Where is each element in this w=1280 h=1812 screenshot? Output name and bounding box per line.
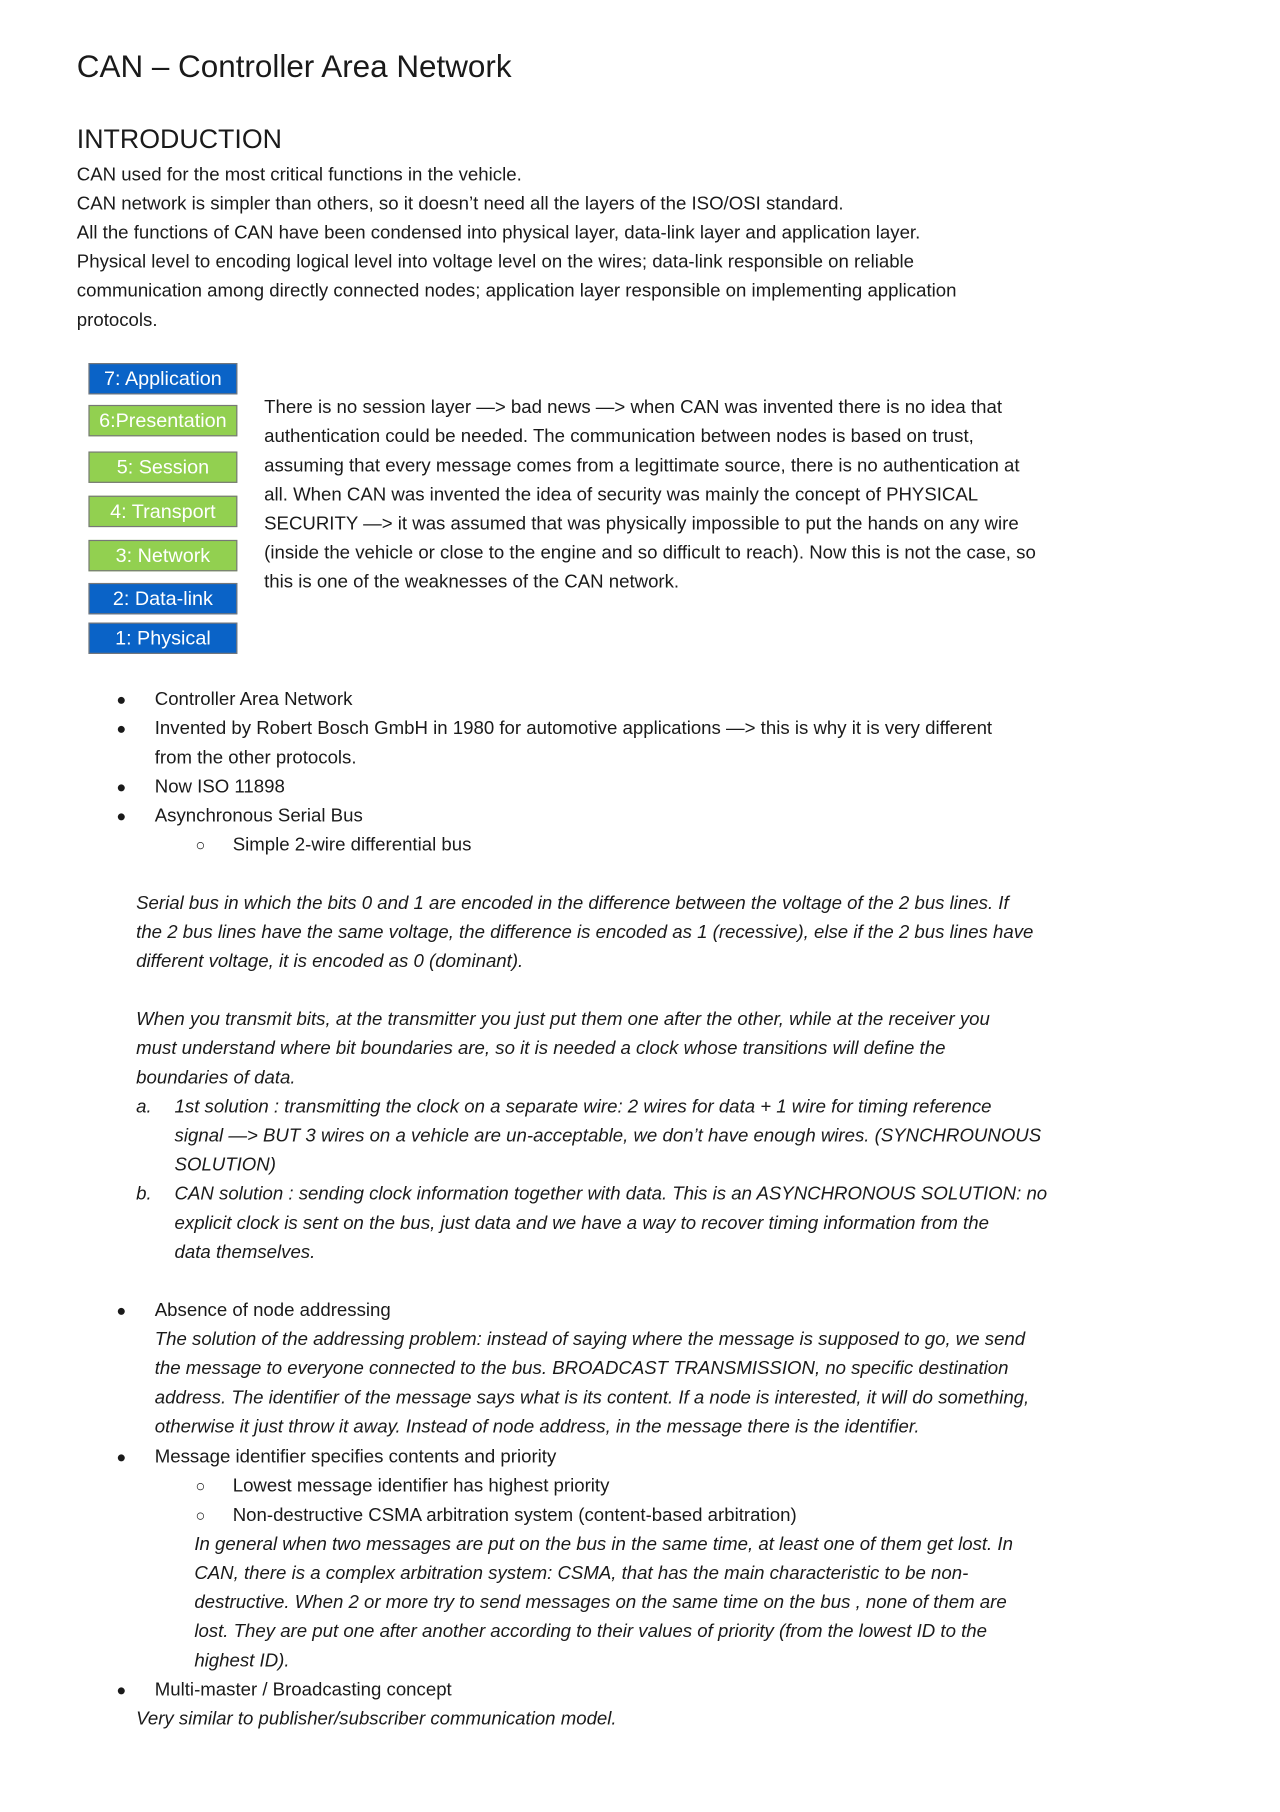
arbitration-paragraph xyxy=(194,1530,1013,1675)
circle-bullet-icon: ○ xyxy=(195,1505,206,1525)
bullet-icon: ● xyxy=(116,1447,127,1467)
text-line: In general when two messages are put on the bus in the same time, at least one of them get lost. In xyxy=(194,1534,1013,1555)
transmit-paragraph xyxy=(136,1005,990,1092)
sub-list-item: Lowest message identifier has highest priority xyxy=(232,1476,610,1497)
bullet-icon: ● xyxy=(116,777,127,796)
bullet-icon: ● xyxy=(116,1680,127,1699)
list-item: Controller Area Network xyxy=(154,690,353,710)
text-line: Physical level to encoding logical level into voltage level on the wires; data-link responsible on reliable xyxy=(76,252,915,273)
text-line: signal —> BUT 3 wires on a vehicle are un-acceptable, we don’t have enough wires. (SYNCHROUNOUS xyxy=(174,1126,1042,1147)
text-line: CAN network is simpler than others, so it doesn’t need all the layers of the ISO/OSI standard. xyxy=(76,194,844,215)
solution-b xyxy=(175,1180,1048,1267)
text-line: 1st solution : transmitting the clock on a separate wire: 2 wires for data + 1 wire for timing reference xyxy=(174,1097,992,1118)
addressing-paragraph xyxy=(155,1325,1029,1441)
text-line: communication among directly connected nodes; application layer responsible on implementing application xyxy=(76,281,957,302)
text-line: When you transmit bits, at the transmitter you just put them one after the other, while at the receiver you xyxy=(136,1010,990,1030)
bullet-icon: ● xyxy=(116,719,127,738)
text-line: CAN solution : sending clock information together with data. This is an ASYNCHRONOUS SOLUTION: no xyxy=(174,1184,1048,1205)
text-line: highest ID). xyxy=(194,1651,290,1671)
layer-physical: 1: Physical xyxy=(88,623,237,654)
section-heading: INTRODUCTION xyxy=(76,123,282,154)
text-line: assuming that every message comes from a legittimate source, there is no authentication at xyxy=(264,456,1020,476)
text-line: (inside the vehicle or close to the engine and so difficult to reach). Now this is not the case, so xyxy=(264,543,1036,564)
list-marker: b. xyxy=(136,1184,152,1205)
sub-list-item: Non-destructive CSMA arbitration system (content-based arbitration) xyxy=(232,1505,797,1526)
layer-data-link: 2: Data-link xyxy=(88,583,237,614)
list-item: Now ISO 11898 xyxy=(154,777,285,798)
multimaster-note: Very similar to publisher/subscriber communication model. xyxy=(136,1709,617,1730)
layer-transport: 4: Transport xyxy=(88,496,237,527)
text-line: boundaries of data. xyxy=(136,1068,296,1088)
layer-presentation: 6:Presentation xyxy=(88,405,237,436)
text-line: address. The identifier of the message says what is its content. If a node is interested, it will do something, xyxy=(154,1388,1030,1408)
text-line: CAN used for the most critical functions in the vehicle. xyxy=(76,165,522,186)
text-line: this is one of the weaknesses of the CAN network. xyxy=(264,572,680,593)
list-item: Multi-master / Broadcasting concept xyxy=(154,1680,452,1701)
text-line: the 2 bus lines have the same voltage, the difference is encoded as 1 (recessive), else if the 2 bus lines have xyxy=(136,922,1034,943)
text-line: authentication could be needed. The communication between nodes is based on trust, xyxy=(264,427,974,447)
text-line: different voltage, it is encoded as 0 (dominant). xyxy=(136,951,524,972)
text-line: data themselves. xyxy=(174,1242,316,1263)
text-line: The solution of the addressing problem: instead of saying where the message is supposed to go, we send xyxy=(154,1329,1026,1350)
page-title: CAN – Controller Area Network xyxy=(76,48,512,84)
sub-list-item: Simple 2-wire differential bus xyxy=(232,835,472,856)
text-line: all. When CAN was invented the idea of security was mainly the concept of PHYSICAL xyxy=(264,485,979,506)
bullet-icon: ● xyxy=(116,806,127,825)
layer-session: 5: Session xyxy=(88,451,237,482)
text-line: the message to everyone connected to the bus. BROADCAST TRANSMISSION, no specific destination xyxy=(154,1359,1009,1379)
bullet-icon: ● xyxy=(116,690,127,709)
text-line: must understand where bit boundaries are, so it is needed a clock whose transitions will define the xyxy=(136,1039,946,1059)
text-line: destructive. When 2 or more try to send messages on the same time on the bus , none of them are xyxy=(194,1592,1007,1613)
text-line: SOLUTION) xyxy=(174,1155,276,1176)
layer-application: 7: Application xyxy=(88,363,237,394)
text-line: All the functions of CAN have been condensed into physical layer, data-link layer and application layer. xyxy=(76,223,921,244)
intro-text xyxy=(77,161,957,336)
text-line: otherwise it just throw it away. Instead of node address, in the message there is the identifier. xyxy=(154,1417,920,1438)
circle-bullet-icon: ○ xyxy=(195,1476,206,1496)
text-line: explicit clock is sent on the bus, just data and we have a way to recover timing information from the xyxy=(174,1213,989,1234)
text-line: SECURITY —> it was assumed that was physically impossible to put the hands on any wire xyxy=(264,514,1019,535)
text-line: CAN, there is a complex arbitration system: CSMA, that has the main characteristic to be non- xyxy=(194,1563,969,1584)
layer-network: 3: Network xyxy=(88,540,237,571)
list-item: from the other protocols. xyxy=(154,748,357,768)
list-item: Asynchronous Serial Bus xyxy=(154,806,363,827)
serial-bus-paragraph xyxy=(136,889,1033,976)
list-marker: a. xyxy=(136,1097,152,1118)
text-line: protocols. xyxy=(76,310,158,331)
list-item: Message identifier specifies contents and priority xyxy=(154,1447,557,1468)
text-line: There is no session layer —> bad news —> when CAN was invented there is no idea that xyxy=(264,397,1003,418)
session-note xyxy=(264,393,1036,597)
list-item: Invented by Robert Bosch GmbH in 1980 for automotive applications —> this is why it is very different xyxy=(154,719,993,739)
list-item: Absence of node addressing xyxy=(154,1300,391,1321)
solution-a xyxy=(175,1093,1042,1180)
text-line: Serial bus in which the bits 0 and 1 are encoded in the difference between the voltage of the 2 bus lines. If xyxy=(136,893,1009,914)
text-line: lost. They are put one after another according to their values of priority (from the lowest ID to the xyxy=(194,1622,988,1642)
bullet-list xyxy=(155,685,992,830)
bullet-icon: ● xyxy=(116,1300,127,1320)
circle-bullet-icon: ○ xyxy=(195,835,206,855)
